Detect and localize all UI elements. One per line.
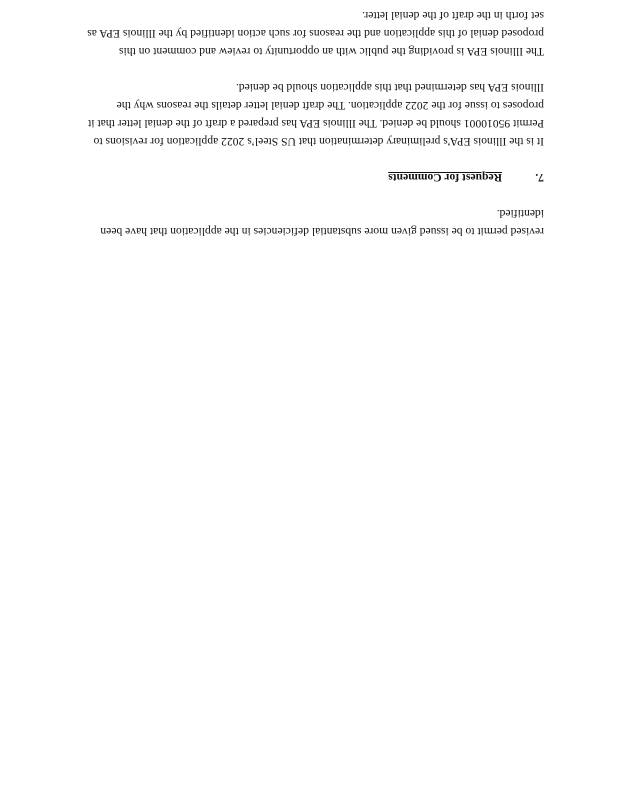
text-line: Illinois EPA has determined that this application should be denied. xyxy=(235,81,544,94)
paragraph-gap xyxy=(60,150,544,168)
text-line: proposes to issue for the 2022 application. The draft denial letter details the reasons why the xyxy=(116,99,544,112)
section-heading xyxy=(60,168,544,186)
text-line: revised permit to be issued given more substantial deficiencies in the application that have been xyxy=(100,225,544,238)
section-number: 7. xyxy=(535,171,544,184)
text-line: proposed denial of this application and the reasons for such action identified by the Illinois EPA as xyxy=(87,27,544,40)
paragraph-public-comment xyxy=(60,6,544,60)
text-line: Permit 95010001 should be denied. The Illinois EPA has prepared a draft of the denial letter that it xyxy=(88,117,544,130)
paragraph-preliminary-determination xyxy=(60,78,544,150)
paragraph-gap xyxy=(60,186,544,204)
section-title: Request for Comments xyxy=(388,171,502,184)
text-line: The Illinois EPA is providing the public with an opportunity to review and comment on this xyxy=(119,45,544,58)
text-line: set forth in the draft of the denial letter. xyxy=(362,9,544,22)
paragraph-gap xyxy=(60,60,544,78)
text-line: It is the Illinois EPA’s preliminary determination that US Steel’s 2022 application for revisions to xyxy=(93,135,544,148)
text-line: identified. xyxy=(496,207,544,220)
document-body xyxy=(60,6,544,240)
